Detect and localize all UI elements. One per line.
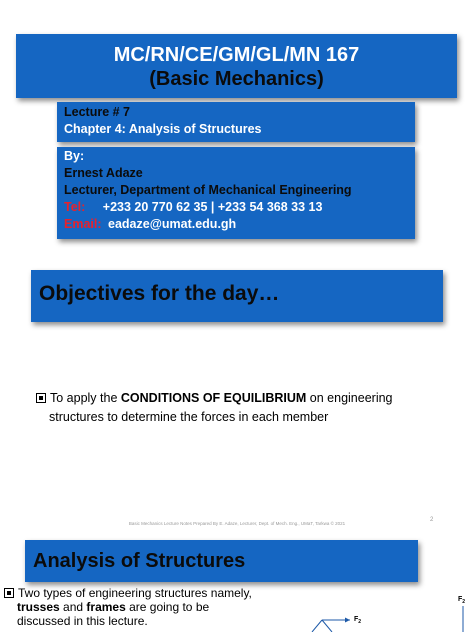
truss-member-right — [322, 620, 332, 632]
chapter-title: Chapter 4: Analysis of Structures — [64, 122, 262, 136]
force-arrow-head — [345, 618, 350, 623]
checkbox-bullet-icon — [4, 588, 14, 598]
analysis-slide — [0, 536, 474, 632]
bullet2-line3: discussed in this lecture. — [17, 614, 148, 628]
truss-diagram — [300, 588, 470, 632]
structures-bullet — [4, 586, 256, 628]
tel-label: Tel: — [64, 200, 86, 214]
objectives-heading-box — [31, 270, 443, 322]
analysis-heading: Analysis of Structures — [33, 550, 246, 572]
truss-member-left — [312, 620, 322, 632]
objectives-heading: Objectives for the day… — [39, 282, 280, 305]
by-label: By: — [64, 149, 85, 163]
title-slide — [0, 0, 474, 258]
bullet-text-line2: structures to determine the forces in each member — [49, 410, 329, 424]
force-label-f2-near: $F_2$ — [354, 616, 362, 625]
analysis-heading-box — [25, 540, 418, 582]
author-position: Lecturer, Department of Mechanical Engineering — [64, 183, 352, 197]
course-name: (Basic Mechanics) — [149, 68, 324, 90]
email-label: Email: — [64, 217, 102, 231]
objective-bullet — [36, 389, 438, 427]
author-name: Ernest Adaze — [64, 166, 143, 180]
bullet2-line1: Two types of engineering structures namely, — [18, 586, 252, 600]
lecture-info-box — [57, 102, 415, 142]
force-label-f2-far: $F_2$ — [458, 596, 466, 605]
word-frames: frames — [86, 600, 126, 614]
checkbox-bullet-icon — [36, 393, 46, 403]
course-code: MC/RN/CE/GM/GL/MN 167 — [113, 44, 360, 66]
tel-value: +233 20 770 62 35 | +233 54 368 33 13 — [102, 200, 323, 214]
bullet2-line2-rest: are going to be — [125, 600, 210, 614]
slide-footer: Basic Mechanics Lecture Notes Prepared By E. Adaze, Lecturer, Dept. of Mech. Eng., UMaT, Tarkwa © 2021 — [128, 521, 346, 526]
bullet-text-pre: To apply the — [50, 391, 121, 405]
author-info-box — [57, 147, 415, 239]
course-title-box — [16, 34, 457, 98]
email-value[interactable]: eadaze@umat.edu.gh — [108, 217, 237, 231]
page-number: 2 — [430, 517, 434, 523]
objectives-slide — [0, 262, 474, 532]
word-and: and — [59, 600, 87, 614]
bullet-text-bold: CONDITIONS OF EQUILIBRIUM — [120, 391, 307, 405]
lecture-number: Lecture # 7 — [64, 105, 131, 119]
bullet-text-post: on engineering — [306, 391, 393, 405]
word-trusses: trusses — [17, 600, 60, 614]
